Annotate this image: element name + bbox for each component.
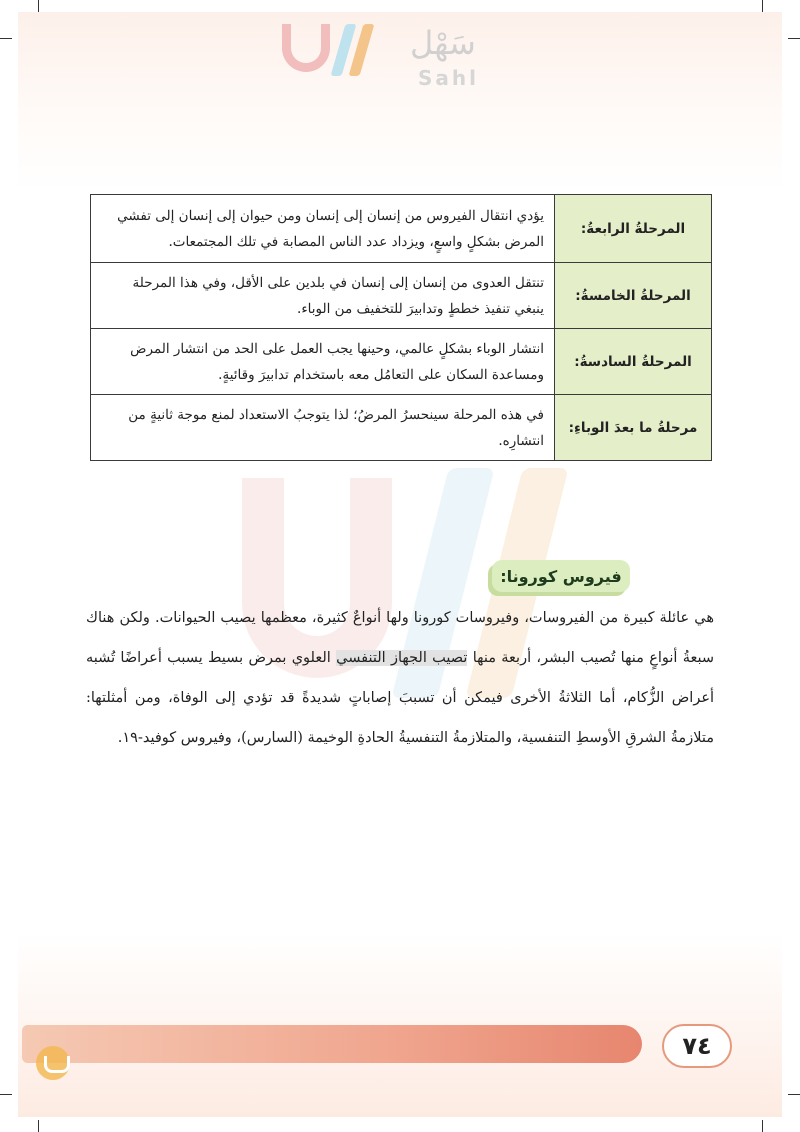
table-row [91,395,712,461]
table-row [91,263,712,329]
paragraph-text: العلوي بمرض بسيط يسبب أعراضًا تُشبه أعراض الزُّكام، أما الثلاثةُ الأخرى فيمكن أن تسببَ إصاباتٍ شديدةً قد تؤدي إلى الوفاة، ومن أمثلتها: متلازمةُ الشرقِ الأوسطِ التنفسية، والمتلازمةُ التنفسيةُ الحادةِ الوخيمة (السارس)، وفيروس كوفيد-١٩. [86,650,714,746]
sahl-logo [282,24,482,90]
stage-description: انتشار الوباء بشكلٍ عالمي، وحينها يجب العمل على الحد من انتشار المرض ومساعدة السكان على التعامُل معه باستخدام تدابيرَ وقائيةٍ. [91,329,555,395]
logo-u-shape [282,24,330,72]
highlighted-text: تصيب الجهاز التنفسي [336,650,468,666]
crop-mark [788,38,800,39]
stage-name: مرحلةُ ما بعدَ الوباءِ: [555,395,712,461]
stage-description: تنتقل العدوى من إنسان إلى إنسان في بلدين على الأقل، وفي هذا المرحلة ينبغي تنفيذ خططٍ وتدابيرَ للتخفيف من الوباء. [91,263,555,329]
logo-latin-text: Sahl [418,66,479,90]
crop-mark [0,38,12,39]
crop-mark [38,1120,39,1132]
stage-name: المرحلةُ السادسةُ: [555,329,712,395]
stage-name: المرحلةُ الرابعةُ: [555,195,712,263]
crop-mark [762,0,763,12]
crop-mark [0,1094,12,1095]
stage-description: في هذه المرحلة سينحسرُ المرضُ؛ لذا يتوجبُ الاستعداد لمنع موجة ثانيةٍ من انتشارِه. [91,395,555,461]
table-row [91,195,712,263]
logo-arabic-text: سَهْل [410,24,476,62]
page-number: ٧٤ [662,1024,732,1068]
corner-logo-mark [44,1056,70,1073]
stage-description: يؤدي انتقال الفيروس من إنسان إلى إنسان ومن حيوان إلى إنسان إلى تفشي المرض بشكلٍ واسعٍ، ويزداد عدد الناس المصابة في تلك المجتمعات. [91,195,555,263]
paragraph-text: هي عائلة كبيرة من الفيروسات، وفيروسات كورونا ولها أنواعٌ كثيرة، معظمها يصيب الحيوانات. ولكن هناك سبعةُ أنواعٍ منها تُصيب البشر، أربعة منها [86,610,715,666]
section-heading: فيروس كورونا: [492,560,630,592]
crop-mark [788,1094,800,1095]
section-paragraph [86,598,714,758]
stage-name: المرحلةُ الخامسةُ: [555,263,712,329]
crop-mark [38,0,39,12]
pandemic-stages-table [90,194,712,461]
crop-mark [762,1120,763,1132]
table-row [91,329,712,395]
footer-bar [22,1025,642,1063]
